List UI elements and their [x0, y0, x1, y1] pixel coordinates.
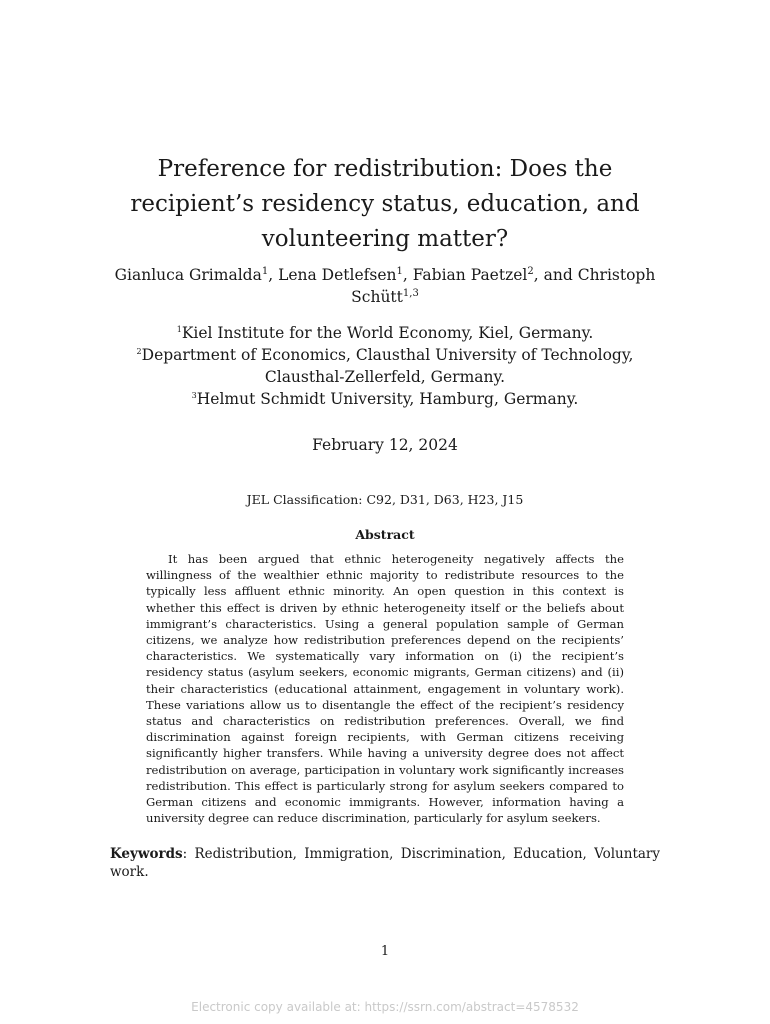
affiliation-mark: 2 — [136, 346, 142, 356]
affiliation-mark: 1 — [176, 324, 182, 334]
abstract-text: It has been argued that ethnic heterogeneity negatively affects the willingness of the wealthier ethnic majority to redistribute resources to the typically less affluent ethnic minority. An open question in this context is whether this effect is driven by ethnic heterogeneity itself or the beliefs about immigrant’s characteristics. Using a general population sample of German citizens, we analyze how redistribution preferences depend on the recipients’ characteristics. We systematically vary information on (i) the recipient’s residency status (asylum seekers, economic migrants, German citizens) and (ii) their characteristics (educational attainment, engagement in voluntary work). These variations allow us to disentangle the effect of the recipient’s residency status and characteristics on redistribution preferences. Overall, we find discrimination against foreign recipients, with German citizens receiving significantly higher transfers. While having a university degree does not affect redistribution on average, participation in voluntary work significantly increases redistribution. This effect is particularly strong for asylum seekers compared to German citizens and economic immigrants. However, information having a university degree can reduce discrimination, particularly for asylum seekers. — [146, 552, 624, 826]
author-name: Lena Detlefsen — [278, 266, 397, 284]
jel-classification: JEL Classification: C92, D31, D63, H23, J15 — [246, 492, 524, 507]
abstract-heading: Abstract — [355, 527, 415, 542]
affiliation-item — [100, 388, 670, 410]
author-name: Gianluca Grimalda — [114, 266, 262, 284]
author-name: Christoph Schütt — [351, 266, 656, 306]
keywords-text: Redistribution, Immigration, Discrimination, Education, Voluntary work. — [110, 846, 660, 880]
affiliation-list — [100, 322, 670, 410]
keywords-line: Keywords: Redistribution, Immigration, Discrimination, Education, Voluntary work. — [110, 846, 660, 880]
affiliation-item — [100, 344, 670, 388]
author-affil-mark: 1,3 — [402, 287, 419, 299]
author-affil-mark: 2 — [527, 265, 534, 277]
affiliation-text: Kiel Institute for the World Economy, Kiel, Germany. — [181, 324, 594, 342]
affiliation-item — [100, 322, 670, 344]
keywords-label: Keywords — [110, 846, 183, 862]
paper-title: Preference for redistribution: Does the recipient’s residency status, education, and volunteering matter? — [130, 156, 640, 252]
publication-date: February 12, 2024 — [312, 436, 458, 454]
ssrn-footer-note: Electronic copy available at: https://ssrn.com/abstract=4578532 — [191, 1000, 579, 1014]
affiliation-text: Helmut Schmidt University, Hamburg, Germany. — [196, 390, 579, 408]
author-list: Gianluca Grimalda$^1$, Lena Detlefsen$^1$, Fabian Paetzel$^2$, and Christoph Schütt$^{1,3}$ — [114, 265, 656, 306]
affiliation-text: Department of Economics, Clausthal University of Technology, Clausthal-Zellerfeld, Germany. — [141, 346, 634, 386]
author-name: Fabian Paetzel — [412, 266, 528, 284]
affiliation-mark: 3 — [191, 390, 197, 400]
page-number: 1 — [380, 944, 390, 959]
author-affil-mark: 1 — [261, 265, 269, 277]
author-affil-mark: 1 — [396, 265, 403, 277]
